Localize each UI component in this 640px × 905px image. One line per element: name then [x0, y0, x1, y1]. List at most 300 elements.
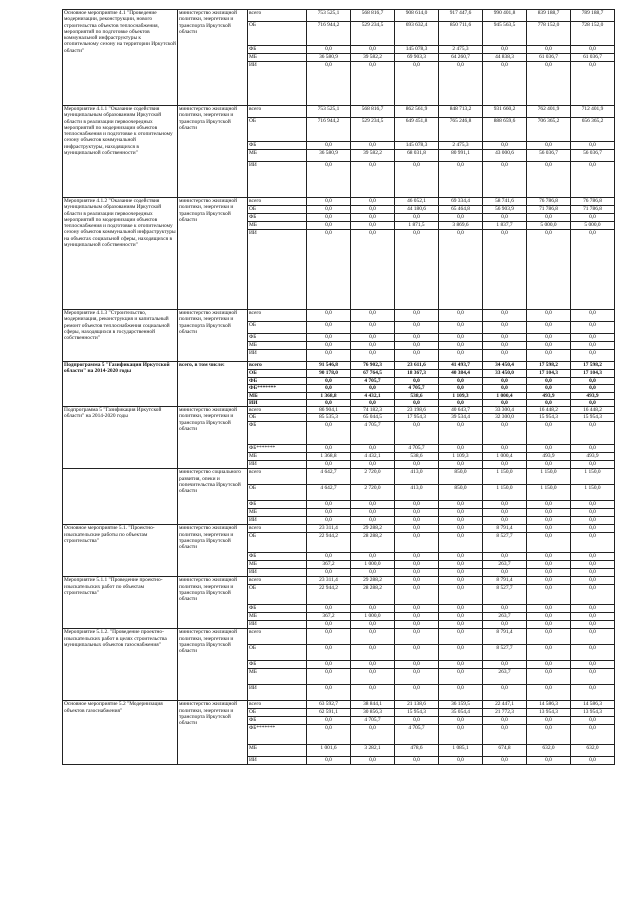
amount-cell: 413,0	[395, 485, 439, 501]
amount-cell: 0,0	[571, 62, 615, 106]
amount-cell: 0,0	[439, 445, 483, 453]
activity-name-cell: Мероприятие 4.1.1 "Оказание содействия муниципальным образованиям Иркутской области в реализации первоочередных мероприятий по модернизации объектов теплоснабжения и подготовке к отопительному сезону объектов коммунальной инфраструктуры, находящихся в муниципальной собственности"	[63, 106, 178, 198]
amount-cell: 18 367,3	[395, 370, 439, 378]
amount-cell: 4 705,7	[351, 378, 395, 385]
amount-cell: 0,0	[351, 685, 395, 701]
amount-cell: 15 954,3	[395, 709, 439, 717]
executor-cell: министерство социального развития, опеки и попечительства Иркутской области	[178, 469, 248, 525]
executor-cell: министерство жилищной политики, энергетики и транспорта Иркутской области	[178, 198, 248, 310]
amount-cell: 28 288,2	[351, 585, 395, 605]
amount-cell: 0,0	[395, 399, 439, 406]
funding-source-cell: ФБ	[248, 661, 307, 669]
amount-cell: 0,0	[307, 334, 351, 342]
amount-cell: 0,0	[395, 577, 439, 585]
amount-cell: 0,0	[571, 162, 615, 198]
amount-cell: 493,9	[571, 453, 615, 461]
amount-cell: 4 642,7	[307, 469, 351, 485]
executor-cell: всего, в том числе:	[178, 362, 248, 407]
amount-cell: 632,0	[571, 745, 615, 757]
amount-cell: 56 036,7	[527, 150, 571, 162]
amount-cell: 22 944,2	[307, 533, 351, 553]
amount-cell: 0,0	[395, 569, 439, 577]
amount-cell: 0,0	[439, 585, 483, 605]
amount-cell: 529 234,5	[351, 118, 395, 142]
amount-cell: 0,0	[527, 585, 571, 605]
amount-cell: 0,0	[439, 525, 483, 533]
amount-cell: 23 311,4	[307, 577, 351, 585]
amount-cell: 0,0	[527, 553, 571, 561]
amount-cell: 0,0	[307, 198, 351, 206]
amount-cell: 0,0	[527, 310, 571, 322]
amount-cell: 0,0	[439, 350, 483, 362]
amount-cell: 0,0	[351, 725, 395, 745]
amount-cell: 0,0	[527, 725, 571, 745]
funding-source-cell: ИИ	[248, 685, 307, 701]
amount-cell: 13 954,3	[527, 709, 571, 717]
amount-cell: 850,0	[439, 469, 483, 485]
amount-cell: 0,0	[307, 310, 351, 322]
amount-cell: 0,0	[439, 629, 483, 645]
funding-source-cell: ИИ	[248, 350, 307, 362]
amount-cell: 1 150,0	[483, 485, 527, 501]
table-row	[63, 469, 615, 485]
amount-cell: 36 580,9	[307, 54, 351, 62]
amount-cell: 0,0	[483, 553, 527, 561]
amount-cell: 888 659,6	[483, 118, 527, 142]
amount-cell: 0,0	[351, 461, 395, 469]
amount-cell: 0,0	[527, 605, 571, 613]
amount-cell: 0,0	[483, 322, 527, 334]
amount-cell: 15 954,3	[527, 414, 571, 422]
amount-cell: 0,0	[395, 461, 439, 469]
amount-cell: 0,0	[527, 757, 571, 765]
amount-cell: 0,0	[527, 717, 571, 725]
amount-cell: 0,0	[307, 629, 351, 645]
amount-cell: 0,0	[351, 142, 395, 150]
amount-cell: 0,0	[351, 342, 395, 350]
amount-cell: 848 713,2	[439, 106, 483, 118]
amount-cell: 29 288,2	[351, 525, 395, 533]
amount-cell: 0,0	[351, 222, 395, 230]
amount-cell: 0,0	[527, 142, 571, 150]
amount-cell: 1 109,3	[439, 392, 483, 399]
amount-cell: 0,0	[483, 717, 527, 725]
amount-cell: 16 448,2	[527, 407, 571, 414]
amount-cell: 0,0	[395, 334, 439, 342]
funding-source-cell: ФБ	[248, 553, 307, 561]
amount-cell: 40 643,7	[439, 407, 483, 414]
amount-cell: 16 448,2	[571, 407, 615, 414]
amount-cell: 80 991,1	[439, 150, 483, 162]
amount-cell: 0,0	[439, 342, 483, 350]
amount-cell: 0,0	[527, 334, 571, 342]
amount-cell: 0,0	[395, 501, 439, 509]
amount-cell: 0,0	[483, 569, 527, 577]
amount-cell: 0,0	[571, 621, 615, 629]
funding-source-cell: ИИ	[248, 230, 307, 310]
amount-cell: 4 705,7	[351, 717, 395, 725]
amount-cell: 62 591,1	[307, 709, 351, 717]
amount-cell: 0,0	[439, 605, 483, 613]
amount-cell: 0,0	[527, 645, 571, 661]
funding-source-cell: ИИ	[248, 399, 307, 406]
amount-cell: 656 365,2	[571, 118, 615, 142]
amount-cell: 4 642,7	[307, 485, 351, 501]
funding-source-cell: МБ	[248, 453, 307, 461]
amount-cell: 0,0	[527, 162, 571, 198]
amount-cell: 0,0	[307, 725, 351, 745]
amount-cell: 0,0	[571, 445, 615, 453]
amount-cell: 0,0	[439, 561, 483, 569]
amount-cell: 33 450,0	[483, 370, 527, 378]
amount-cell: 0,0	[571, 645, 615, 661]
amount-cell: 0,0	[307, 517, 351, 525]
amount-cell: 0,0	[483, 214, 527, 222]
amount-cell: 0,0	[571, 385, 615, 392]
amount-cell: 0,0	[571, 661, 615, 669]
amount-cell: 0,0	[527, 533, 571, 553]
amount-cell: 3 869,6	[439, 222, 483, 230]
amount-cell: 4 705,7	[395, 385, 439, 392]
amount-cell: 0,0	[527, 561, 571, 569]
funding-source-cell: МБ	[248, 509, 307, 517]
amount-cell: 693 632,4	[395, 22, 439, 46]
amount-cell: 13 954,3	[571, 709, 615, 717]
amount-cell: 0,0	[571, 342, 615, 350]
amount-cell: 39 534,4	[439, 414, 483, 422]
funding-source-cell: МБ	[248, 150, 307, 162]
amount-cell: 0,0	[571, 378, 615, 385]
amount-cell: 493,9	[527, 392, 571, 399]
amount-cell: 28 288,2	[351, 533, 395, 553]
amount-cell: 674,8	[483, 745, 527, 757]
table-row	[63, 629, 615, 645]
amount-cell: 632,0	[527, 745, 571, 757]
executor-cell: министерство жилищной политики, энергетики и транспорта Иркутской области	[178, 310, 248, 362]
amount-cell: 0,0	[351, 46, 395, 54]
amount-cell: 0,0	[307, 350, 351, 362]
amount-cell: 753 525,1	[307, 10, 351, 22]
amount-cell: 0,0	[483, 350, 527, 362]
funding-source-cell: всего	[248, 106, 307, 118]
amount-cell: 0,0	[527, 422, 571, 445]
amount-cell: 839 188,7	[527, 10, 571, 22]
amount-cell: 0,0	[483, 685, 527, 701]
amount-cell: 0,0	[571, 725, 615, 745]
funding-source-cell: ФБ	[248, 378, 307, 385]
amount-cell: 0,0	[483, 661, 527, 669]
amount-cell: 21 772,3	[483, 709, 527, 717]
funding-source-cell: всего	[248, 469, 307, 485]
funding-source-cell: ОБ	[248, 322, 307, 334]
amount-cell: 0,0	[483, 757, 527, 765]
amount-cell: 0,0	[439, 669, 483, 685]
amount-cell: 0,0	[439, 422, 483, 445]
amount-cell: 0,0	[307, 222, 351, 230]
amount-cell: 0,0	[395, 553, 439, 561]
amount-cell: 0,0	[307, 685, 351, 701]
amount-cell: 0,0	[439, 645, 483, 661]
amount-cell: 778 152,0	[527, 22, 571, 46]
amount-cell: 0,0	[395, 525, 439, 533]
amount-cell: 706 365,2	[527, 118, 571, 142]
funding-source-cell: всего	[248, 525, 307, 533]
amount-cell: 1 368,8	[307, 392, 351, 399]
funding-source-cell: ФБ	[248, 214, 307, 222]
amount-cell: 0,0	[571, 322, 615, 334]
amount-cell: 0,0	[571, 629, 615, 645]
amount-cell: 0,0	[527, 461, 571, 469]
amount-cell: 8 527,7	[483, 533, 527, 553]
table-row	[63, 106, 615, 118]
amount-cell: 0,0	[527, 517, 571, 525]
amount-cell: 0,0	[571, 533, 615, 553]
amount-cell: 0,0	[571, 350, 615, 362]
funding-source-cell: всего	[248, 407, 307, 414]
amount-cell: 0,0	[483, 142, 527, 150]
funding-source-cell: МБ	[248, 561, 307, 569]
amount-cell: 56 036,7	[571, 150, 615, 162]
amount-cell: 0,0	[439, 613, 483, 621]
amount-cell: 0,0	[351, 629, 395, 645]
amount-cell: 0,0	[395, 422, 439, 445]
executor-cell: министерство жилищной политики, энергетики и транспорта Иркутской области	[178, 525, 248, 577]
activity-name-cell: Основное мероприятие 5.2 "Модернизация объектов газоснабжения"	[63, 701, 178, 765]
amount-cell: 36 580,9	[307, 150, 351, 162]
amount-cell: 0,0	[307, 142, 351, 150]
amount-cell: 35 054,4	[439, 709, 483, 717]
amount-cell: 0,0	[527, 350, 571, 362]
amount-cell: 38 844,1	[351, 701, 395, 709]
amount-cell: 0,0	[351, 214, 395, 222]
amount-cell: 0,0	[571, 517, 615, 525]
amount-cell: 0,0	[527, 577, 571, 585]
activity-name-cell: Подпрограмма 5 "Газификация Иркутской области" на 2014-2020 годы	[63, 407, 178, 469]
amount-cell: 0,0	[307, 230, 351, 310]
amount-cell: 712 401,9	[571, 106, 615, 118]
amount-cell: 0,0	[571, 46, 615, 54]
amount-cell: 8 791,4	[483, 525, 527, 533]
amount-cell: 850 711,6	[439, 22, 483, 46]
amount-cell: 4 432,1	[351, 392, 395, 399]
amount-cell: 8 791,4	[483, 577, 527, 585]
amount-cell: 850,0	[439, 485, 483, 501]
amount-cell: 0,0	[307, 605, 351, 613]
funding-source-cell: всего	[248, 629, 307, 645]
amount-cell: 0,0	[571, 605, 615, 613]
amount-cell: 36 159,5	[439, 701, 483, 709]
amount-cell: 65 044,5	[351, 414, 395, 422]
funding-source-cell: ИИ	[248, 162, 307, 198]
amount-cell: 862 561,9	[395, 106, 439, 118]
amount-cell: 0,0	[307, 422, 351, 445]
executor-cell: министерство жилищной политики, энергетики и транспорта Иркутской области	[178, 407, 248, 469]
amount-cell: 1 368,8	[307, 453, 351, 461]
amount-cell: 538,6	[395, 453, 439, 461]
amount-cell: 64 260,7	[439, 54, 483, 62]
amount-cell: 0,0	[395, 62, 439, 106]
amount-cell: 1 000,0	[351, 613, 395, 621]
amount-cell: 41 493,7	[439, 362, 483, 370]
budget-table-page	[62, 9, 614, 765]
amount-cell: 0,0	[527, 62, 571, 106]
amount-cell: 0,0	[527, 342, 571, 350]
amount-cell: 145 078,3	[395, 46, 439, 54]
amount-cell: 4 432,1	[351, 453, 395, 461]
amount-cell: 0,0	[527, 569, 571, 577]
table-row	[63, 525, 615, 533]
amount-cell: 0,0	[395, 685, 439, 701]
funding-source-cell: ИИ	[248, 62, 307, 106]
amount-cell: 5 000,0	[571, 222, 615, 230]
amount-cell: 0,0	[571, 214, 615, 222]
amount-cell: 0,0	[527, 399, 571, 406]
amount-cell: 0,0	[527, 378, 571, 385]
funding-source-cell: ИИ	[248, 517, 307, 525]
amount-cell: 728 152,0	[571, 22, 615, 46]
amount-cell: 23 311,4	[307, 525, 351, 533]
amount-cell: 0,0	[307, 162, 351, 198]
amount-cell: 0,0	[483, 445, 527, 453]
amount-cell: 0,0	[483, 385, 527, 392]
amount-cell: 0,0	[395, 661, 439, 669]
amount-cell: 0,0	[351, 661, 395, 669]
amount-cell: 0,0	[395, 613, 439, 621]
amount-cell: 0,0	[439, 62, 483, 106]
funding-source-cell: ОБ	[248, 118, 307, 142]
amount-cell: 0,0	[307, 661, 351, 669]
budget-table	[62, 9, 615, 765]
amount-cell: 71 786,8	[571, 206, 615, 214]
amount-cell: 0,0	[439, 533, 483, 553]
funding-source-cell: ФБ*******	[248, 445, 307, 453]
amount-cell: 0,0	[395, 517, 439, 525]
amount-cell: 478,6	[395, 745, 439, 757]
funding-source-cell: МБ	[248, 745, 307, 757]
amount-cell: 0,0	[351, 569, 395, 577]
amount-cell: 0,0	[527, 385, 571, 392]
amount-cell: 0,0	[395, 230, 439, 310]
amount-cell: 1 001,6	[307, 745, 351, 757]
funding-source-cell: всего	[248, 10, 307, 22]
amount-cell: 0,0	[439, 162, 483, 198]
amount-cell: 1 109,3	[439, 453, 483, 461]
amount-cell: 4 705,7	[395, 725, 439, 745]
funding-source-cell: ФБ	[248, 46, 307, 54]
amount-cell: 1 150,0	[571, 485, 615, 501]
amount-cell: 0,0	[307, 621, 351, 629]
amount-cell: 0,0	[307, 553, 351, 561]
amount-cell: 0,0	[571, 310, 615, 322]
amount-cell: 917 447,6	[439, 10, 483, 22]
amount-cell: 0,0	[439, 553, 483, 561]
amount-cell: 21 138,6	[395, 701, 439, 709]
amount-cell: 0,0	[439, 517, 483, 525]
amount-cell: 2 475,3	[439, 142, 483, 150]
amount-cell: 44 838,3	[483, 54, 527, 62]
amount-cell: 0,0	[351, 605, 395, 613]
amount-cell: 0,0	[439, 509, 483, 517]
amount-cell: 1 150,0	[527, 485, 571, 501]
amount-cell: 0,0	[395, 629, 439, 645]
amount-cell: 32 300,0	[483, 414, 527, 422]
funding-source-cell: ФБ	[248, 142, 307, 150]
amount-cell: 0,0	[307, 445, 351, 453]
amount-cell: 2 475,3	[439, 46, 483, 54]
amount-cell: 58 741,6	[483, 198, 527, 206]
amount-cell: 0,0	[571, 142, 615, 150]
funding-source-cell: всего	[248, 310, 307, 322]
amount-cell: 0,0	[571, 525, 615, 533]
amount-cell: 23 611,6	[395, 362, 439, 370]
amount-cell: 493,9	[527, 453, 571, 461]
amount-cell: 0,0	[351, 501, 395, 509]
amount-cell: 0,0	[307, 385, 351, 392]
funding-source-cell: ОБ	[248, 585, 307, 605]
amount-cell: 0,0	[307, 399, 351, 406]
amount-cell: 1 000,0	[351, 561, 395, 569]
amount-cell: 61 036,7	[527, 54, 571, 62]
amount-cell: 0,0	[351, 310, 395, 322]
amount-cell: 0,0	[351, 322, 395, 334]
amount-cell: 61 036,7	[571, 54, 615, 62]
amount-cell: 30 856,3	[351, 709, 395, 717]
amount-cell: 0,0	[351, 645, 395, 661]
funding-source-cell: ФБ	[248, 605, 307, 613]
amount-cell: 69 334,4	[439, 198, 483, 206]
amount-cell: 76 902,3	[351, 362, 395, 370]
amount-cell: 0,0	[395, 757, 439, 765]
amount-cell: 63 592,7	[307, 701, 351, 709]
amount-cell: 263,7	[483, 669, 527, 685]
funding-source-cell: ИИ	[248, 757, 307, 765]
amount-cell: 0,0	[395, 310, 439, 322]
funding-source-cell: ОБ	[248, 485, 307, 501]
amount-cell: 789 188,7	[571, 10, 615, 22]
amount-cell: 0,0	[527, 685, 571, 701]
amount-cell: 17 104,3	[527, 370, 571, 378]
amount-cell: 0,0	[351, 509, 395, 517]
amount-cell: 0,0	[571, 561, 615, 569]
funding-source-cell: ОБ	[248, 709, 307, 717]
amount-cell: 0,0	[527, 230, 571, 310]
amount-cell: 76 786,8	[571, 198, 615, 206]
amount-cell: 0,0	[439, 725, 483, 745]
amount-cell: 0,0	[439, 310, 483, 322]
amount-cell: 65 464,8	[439, 206, 483, 214]
amount-cell: 39 582,2	[351, 150, 395, 162]
amount-cell: 762 401,9	[527, 106, 571, 118]
amount-cell: 5 000,0	[527, 222, 571, 230]
executor-cell: министерство жилищной политики, энергетики и транспорта Иркутской области	[178, 106, 248, 198]
funding-source-cell: всего	[248, 198, 307, 206]
amount-cell: 568 816,7	[351, 10, 395, 22]
table-row	[63, 577, 615, 585]
amount-cell: 0,0	[483, 334, 527, 342]
amount-cell: 0,0	[307, 569, 351, 577]
funding-source-cell: ОБ	[248, 414, 307, 422]
amount-cell: 0,0	[439, 230, 483, 310]
amount-cell: 0,0	[439, 717, 483, 725]
amount-cell: 0,0	[395, 214, 439, 222]
activity-name-cell: Подпрограмма 5 "Газификация Иркутской области" на 2014-2020 годы	[63, 362, 178, 407]
amount-cell: 0,0	[439, 757, 483, 765]
amount-cell: 0,0	[527, 525, 571, 533]
amount-cell: 538,6	[395, 392, 439, 399]
funding-source-cell: ФБ	[248, 501, 307, 509]
activity-name-cell: Мероприятие 5.1.2. "Проведение проектно-изыскательских работ в целях строительства муниципальных объектов газоснабжения"	[63, 629, 178, 701]
amount-cell: 0,0	[571, 553, 615, 561]
